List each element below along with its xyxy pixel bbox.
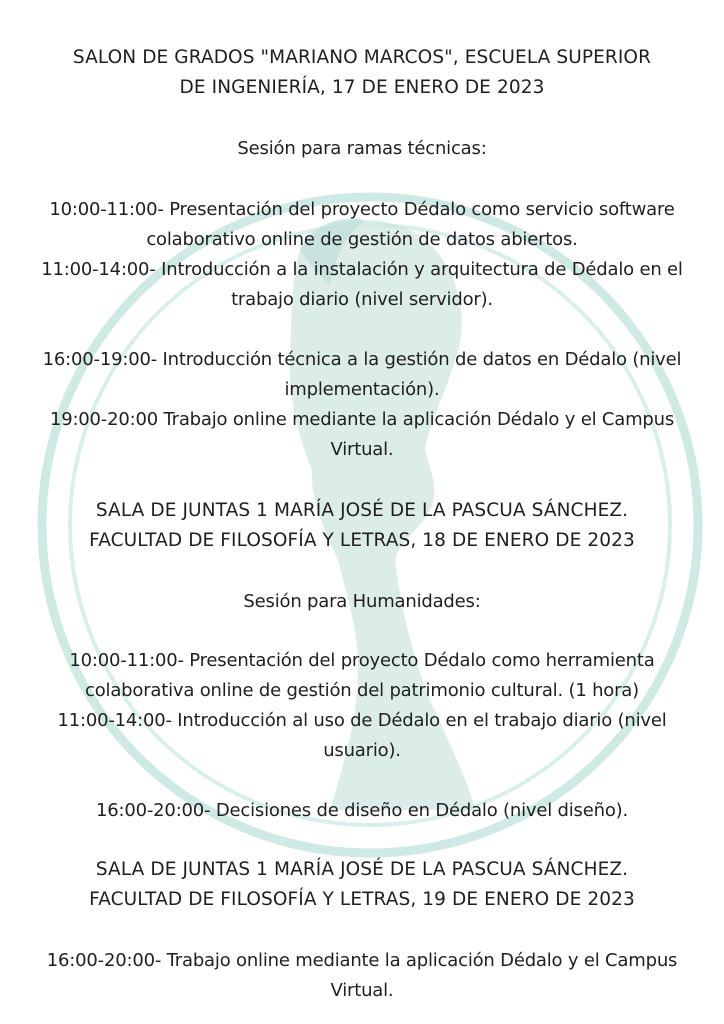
schedule-item-8-line-1: 16:00-20:00- Trabajo online mediante la aplicación Dédalo y el Campus xyxy=(46,950,678,971)
session-title-humanities: Sesión para Humanidades: xyxy=(243,591,481,612)
schedule-item-1-line-2: colaborativo online de gestión de datos abiertos. xyxy=(146,229,578,250)
schedule-item-7: 16:00-20:00- Decisiones de diseño en Dédalo (nivel diseño). xyxy=(96,800,628,821)
schedule-item-4-line-1: 19:00-20:00 Trabajo online mediante la aplicación Dédalo y el Campus xyxy=(49,409,675,430)
schedule-item-3-line-2: implementación). xyxy=(284,379,440,400)
schedule-item-5-line-2: colaborativa online de gestión del patrimonio cultural. (1 hora) xyxy=(85,680,639,701)
venue-heading-3-line-2: FACULTAD DE FILOSOFÍA Y LETRAS, 19 DE ENERO DE 2023 xyxy=(89,889,635,910)
schedule-item-1-line-1: 10:00-11:00- Presentación del proyecto Dédalo como servicio software xyxy=(49,199,675,220)
venue-heading-3-line-1: SALA DE JUNTAS 1 MARÍA JOSÉ DE LA PASCUA SÁNCHEZ. xyxy=(95,859,629,880)
schedule-item-6-line-2: usuario). xyxy=(323,740,401,761)
schedule-item-2-line-1: 11:00-14:00- Introducción a la instalación y arquitectura de Dédalo en el xyxy=(41,259,683,280)
schedule-item-4-line-2: Virtual. xyxy=(330,439,394,460)
venue-heading-1-line-1: SALON DE GRADOS "MARIANO MARCOS", ESCUELA SUPERIOR xyxy=(72,47,652,68)
session-title-technical: Sesión para ramas técnicas: xyxy=(237,138,487,159)
schedule-item-6-line-1: 11:00-14:00- Introducción al uso de Dédalo en el trabajo diario (nivel xyxy=(57,710,667,731)
schedule-item-2-line-2: trabajo diario (nivel servidor). xyxy=(231,289,493,310)
venue-heading-2-line-2: FACULTAD DE FILOSOFÍA Y LETRAS, 18 DE ENERO DE 2023 xyxy=(89,530,635,551)
schedule-item-5-line-1: 10:00-11:00- Presentación del proyecto Dédalo como herramienta xyxy=(69,650,655,671)
schedule-item-3-line-1: 16:00-19:00- Introducción técnica a la gestión de datos en Dédalo (nivel xyxy=(42,349,682,370)
schedule-item-8-line-2: Virtual. xyxy=(330,980,394,1001)
venue-heading-1-line-2: DE INGENIERÍA, 17 DE ENERO DE 2023 xyxy=(179,77,545,98)
venue-heading-2-line-1: SALA DE JUNTAS 1 MARÍA JOSÉ DE LA PASCUA SÁNCHEZ. xyxy=(95,500,629,521)
